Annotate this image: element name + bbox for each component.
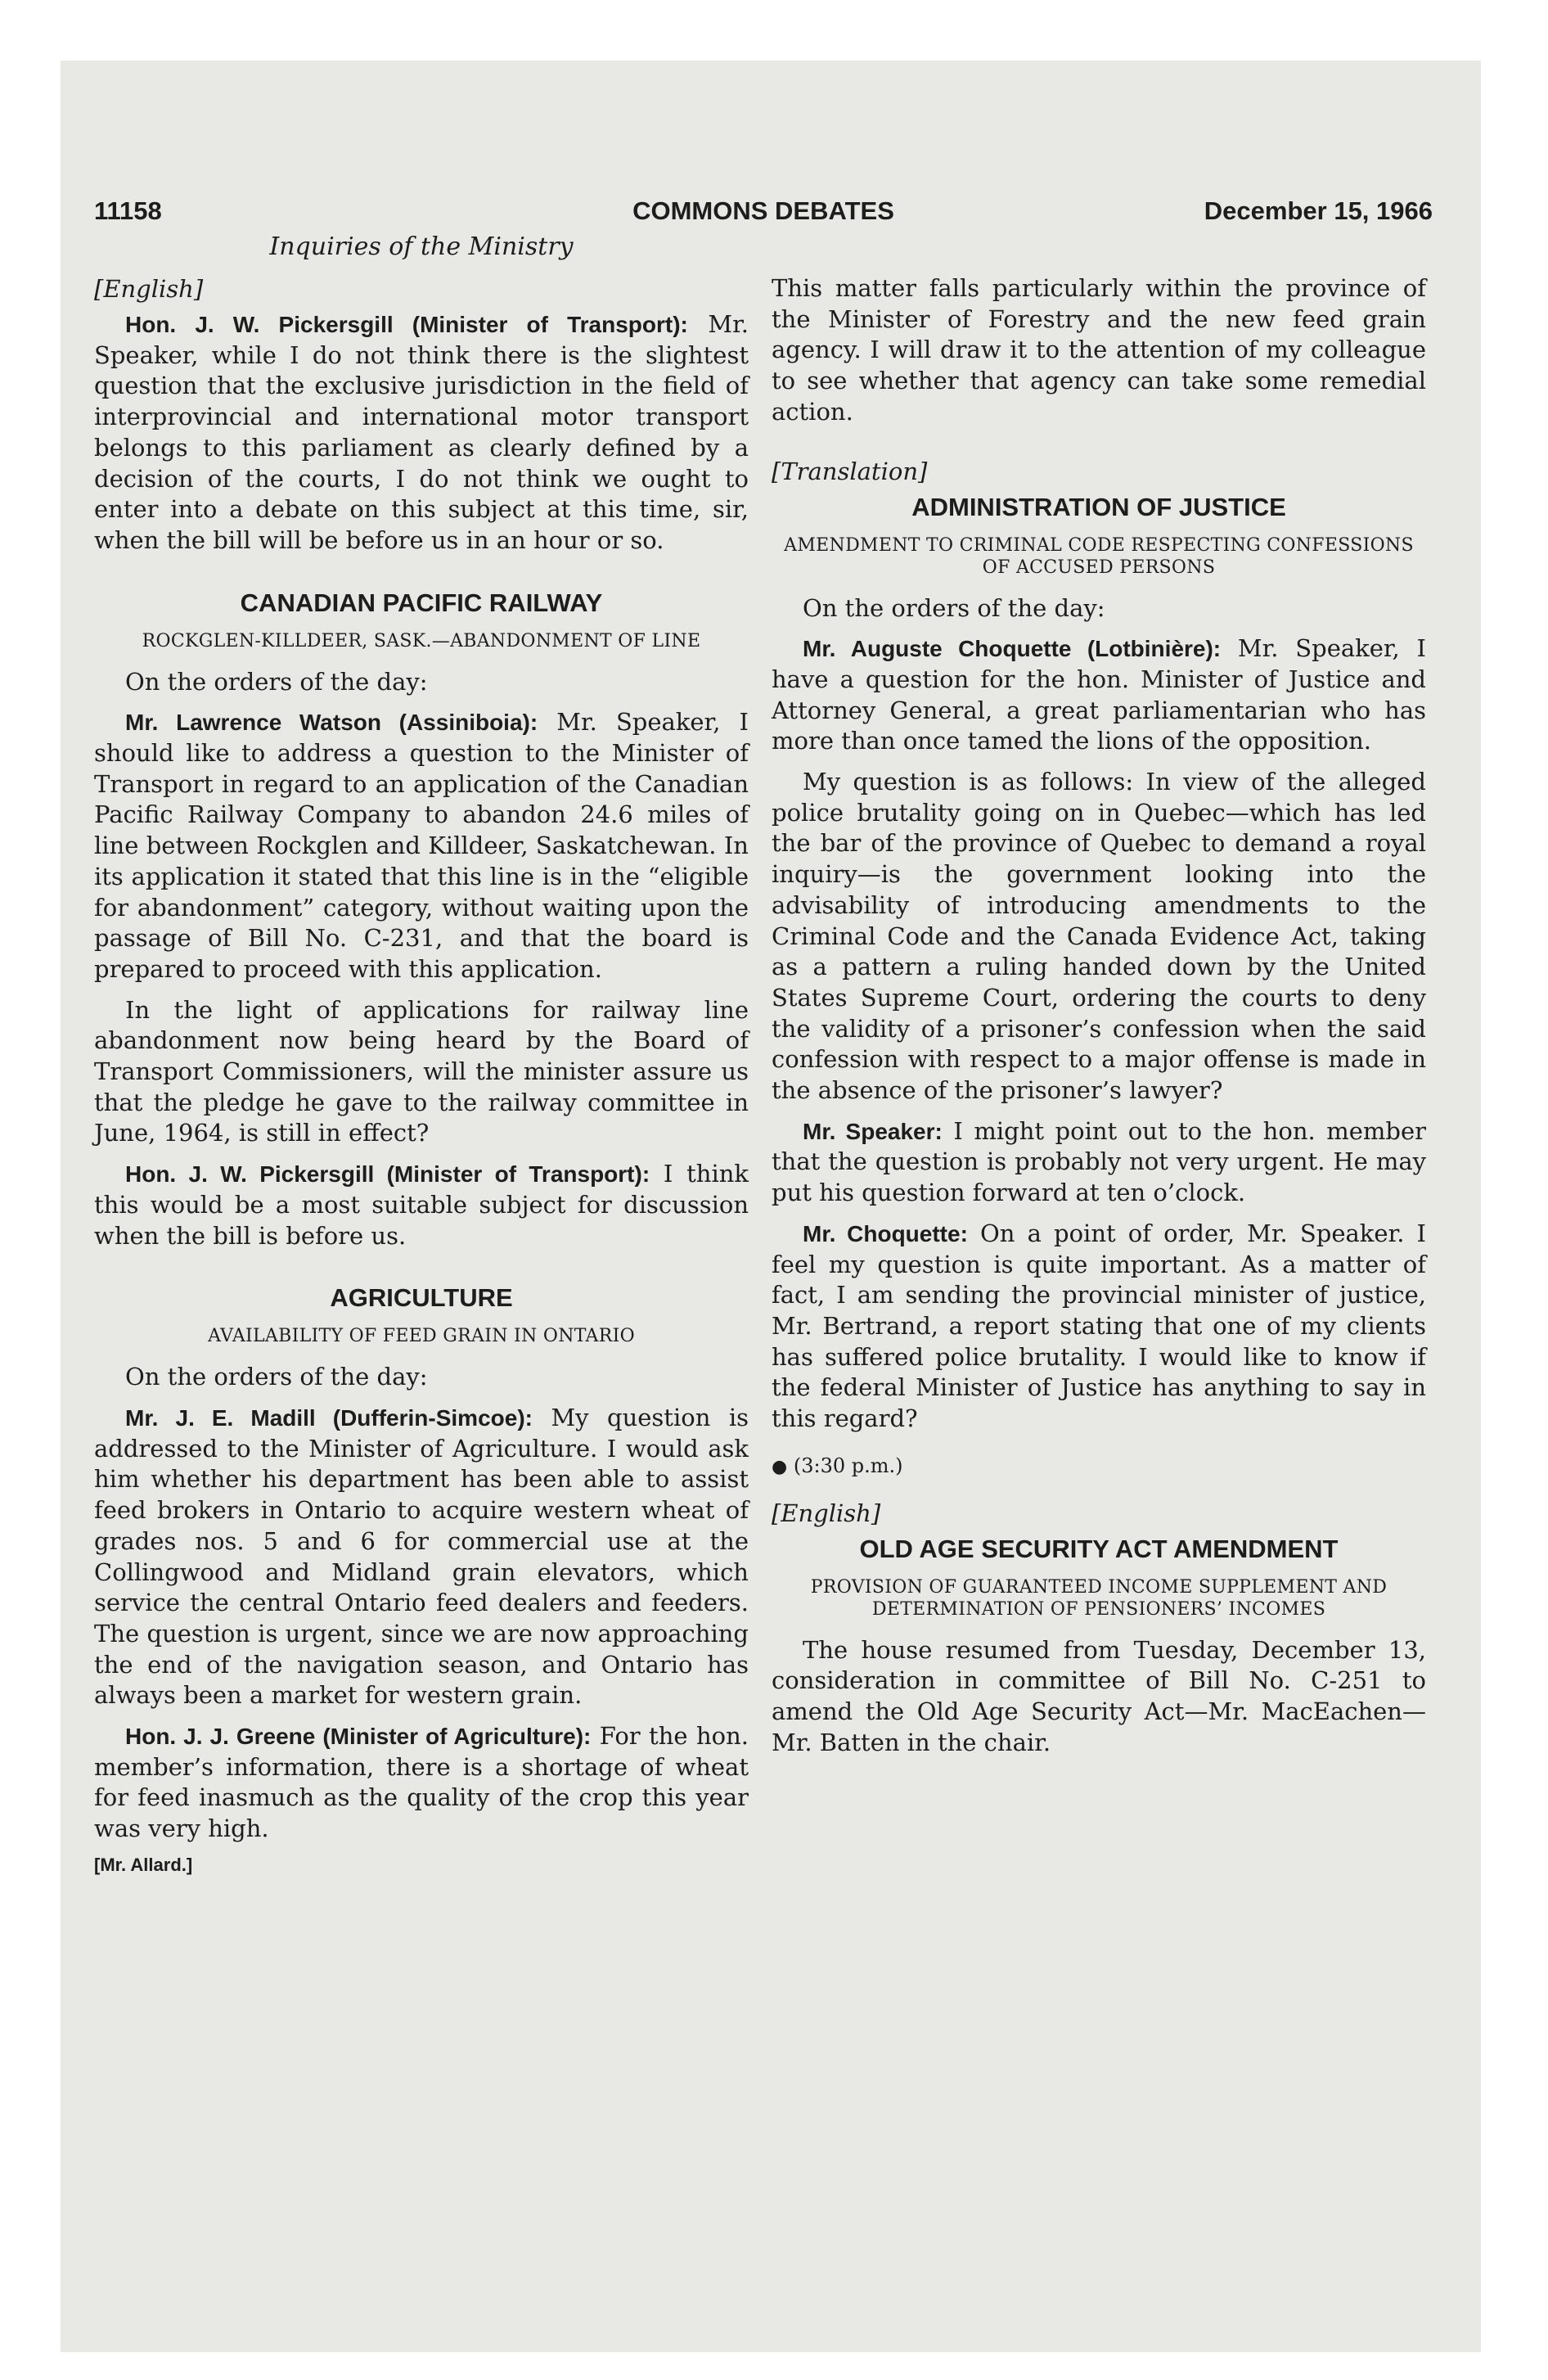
speech-speaker (772, 1116, 1426, 1209)
language-marker: [Translation] (772, 457, 928, 485)
speech-text: On a point of order, Mr. Speaker. I feel my question is quite important. As a matter of fact, I am sending the provincial minister of justice, Mr. Bertrand, a report stating that one of my clients has suffered police brutality. I would like to know if the federal Minister of Justice has anything to say in this regard? (772, 1219, 1426, 1433)
speech-text: I might point out to the hon. member that the question is probably not very urgent. He may put his question forward at ten o’clock. (772, 1116, 1426, 1207)
speaker-name: Mr. Speaker: (803, 1118, 943, 1144)
speech-text: Mr. Speaker, I should like to address a question to the Minister of Transport in regard to an application of the Canadian Pacific Railway Company to abandon 24.6 miles of line between Rockglen and Killdeer, Saskatchewan. In its application it stated that this line is in the “eligible for abandonment” category, without waiting upon the passage of Bill No. C-231, and that the board is prepared to proceed with this application. (94, 708, 749, 983)
speech-text: Mr. Speaker, while I do not think there is the slightest question that the exclusive jurisdiction in the field of interprovincial and international motor transport belongs to this parliament as clearly defined by a decision of the courts, I do not think we ought to enter into a debate on this subject at this time, sir, when the bill will be before us in an hour or so. (94, 310, 749, 554)
subheading-justice: AMENDMENT TO CRIMINAL CODE RESPECTING CONFESSIONS OF ACCUSED PERSONS (784, 534, 1414, 578)
subheading-agriculture: AVAILABILITY OF FEED GRAIN IN ONTARIO (208, 1326, 635, 1347)
speaker-name: Mr. Choquette: (803, 1220, 968, 1246)
speaker-name: Hon. J. J. Greene (Minister of Agriculture): (125, 1724, 592, 1750)
language-marker: [English] (772, 1499, 881, 1527)
speaker-name: Mr. Lawrence Watson (Assiniboia): (125, 710, 538, 736)
section-heading-cpr: CANADIAN PACIFIC RAILWAY (240, 588, 603, 617)
speech-text: Mr. Speaker, I have a question for the hon. Minister of Justice and Attorney General, a great parliamentarian who has more than once tamed the lions of the opposition. (772, 634, 1426, 755)
speech-greene-cont: This matter falls particularly within the province of the Minister of Forestry and the new feed grain agency. I will draw it to the attention of my colleague to see whether that agency can take some remedial action. (772, 274, 1426, 426)
speaker-name: Mr. Auguste Choquette (Lotbinière): (803, 636, 1222, 662)
speech-pickersgill-2 (94, 1159, 749, 1251)
time-text: (3:30 p.m.) (793, 1454, 903, 1477)
speaker-name: Mr. J. E. Madill (Dufferin-Simcoe): (125, 1404, 533, 1431)
subheading-cpr: ROCKGLEN-KILLDEER, SASK.—ABANDONMENT OF LINE (142, 630, 701, 651)
time-marker (772, 1451, 1426, 1483)
speech-greene (94, 1721, 749, 1845)
speech-text: My question is addressed to the Minister of Agriculture. I would ask him whether his department has been able to assist feed brokers in Ontario to acquire western wheat of grades nos. 5 and 6 for commercial use at the Collingwood and Midland grain elevators, which service the central Ontario feed dealers and feeders. The question is urgent, since we are now approaching the end of the navigation season, and Ontario has always been a market for western grain. (94, 1403, 749, 1710)
speaker-name: Hon. J. W. Pickersgill (Minister of Transport): (125, 1161, 650, 1188)
orders-of-day: On the orders of the day: (125, 1363, 428, 1391)
running-head: Inquiries of the Ministry (269, 232, 574, 261)
speech-watson (94, 707, 749, 985)
language-marker: [English] (94, 275, 204, 303)
page-date: December 15, 1966 (1204, 196, 1433, 225)
speech-text: For the hon. member’s information, there is a shortage of wheat for feed inasmuch as the quality of the crop this year was very high. (94, 1722, 749, 1843)
subheading-oas: PROVISION OF GUARANTEED INCOME SUPPLEMENT AND DETERMINATION OF PENSIONERS’ INCOMES (810, 1576, 1388, 1620)
speech-pickersgill-1 (94, 309, 749, 557)
orders-of-day: On the orders of the day: (803, 593, 1105, 622)
footnote: [Mr. Allard.] (94, 1854, 193, 1875)
proceedings-text: The house resumed from Tuesday, December 13, consideration in committee of Bill No. C-251 to amend the Old Age Security Act—Mr. MacEachen—Mr. Batten in the chair. (772, 1635, 1426, 1756)
page-number: 11158 (94, 196, 162, 225)
section-heading-oas: OLD AGE SECURITY ACT AMENDMENT (859, 1534, 1339, 1563)
speech-choquette-cont: My question is as follows: In view of the alleged police brutality going on in Quebec—which has led the bar of the province of Quebec to demand a royal inquiry—is the government looking into the advisability of introducing amendments to the Criminal Code and the Canada Evidence Act, taking as a pattern a ruling handed down by the United States Supreme Court, ordering the courts to deny the validity of a prisoner’s confession when the said confession with respect to a major offense is made in the absence of the prisoner’s lawyer? (772, 768, 1426, 1105)
speech-madill (94, 1403, 749, 1711)
speaker-name: Hon. J. W. Pickersgill (Minister of Transport): (125, 312, 688, 337)
orders-of-day: On the orders of the day: (125, 667, 428, 696)
speech-watson-cont: In the light of applications for railway line abandonment now being heard by the Board of Transport Commissioners, will the minister assure us that the pledge he gave to the railway committee in June, 1964, is still in effect? (94, 995, 749, 1147)
left-column (94, 273, 749, 1876)
right-column (772, 273, 1426, 1768)
speech-text: I think this would be a most suitable subject for discussion when the bill is before us. (94, 1160, 749, 1250)
publication-title: COMMONS DEBATES (632, 196, 894, 225)
section-heading-justice: ADMINISTRATION OF JUSTICE (911, 492, 1286, 521)
page-header (94, 196, 1433, 229)
section-heading-agriculture: AGRICULTURE (330, 1283, 513, 1313)
bullet-icon: ● (772, 1456, 788, 1477)
speech-choquette-2 (772, 1219, 1426, 1435)
speech-choquette-1 (772, 633, 1426, 757)
